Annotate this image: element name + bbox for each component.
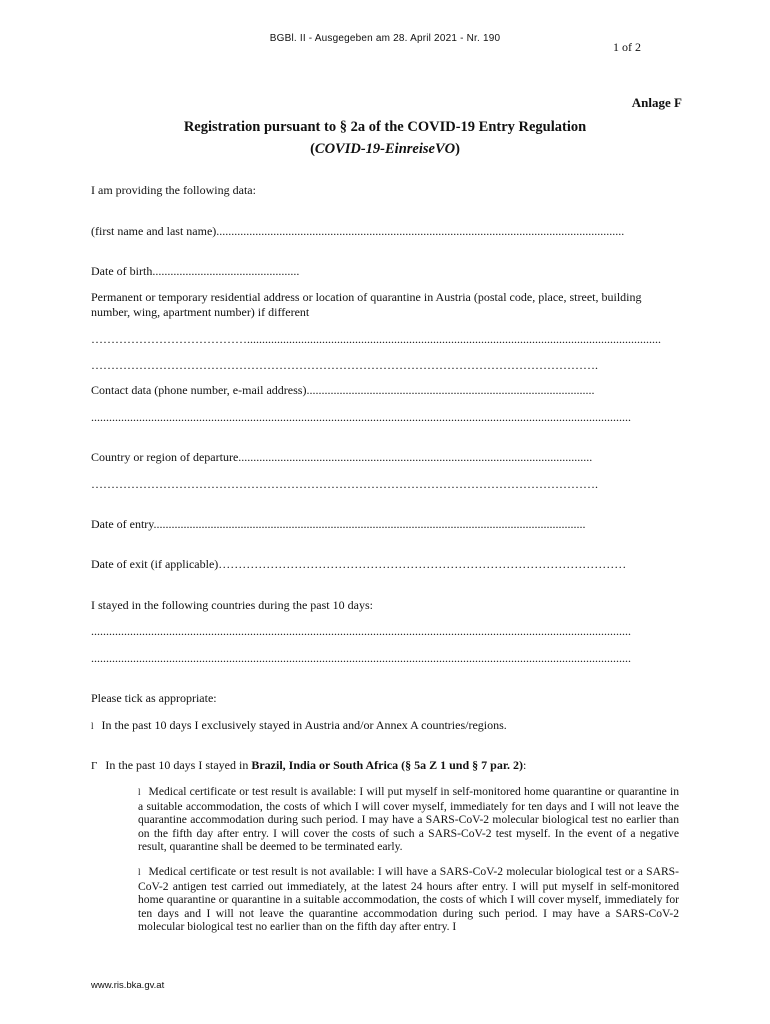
suboption-certificate-available-text: Medical certificate or test result is available: I will put myself in self-monitored home quarantine or quarantine in a suitable accommodation, the costs of which I will cover myself, immediately for ten days and I will not leave the quarantine accommodation during such period. I may have a SARS-CoV-2 molecular biological test no earlier than on the fifth day after entry. I will cover the costs of such a SARS-CoV-2 test myself. In the event of a negative result, quarantine shall be deemed to be terminated early. — [138, 785, 679, 854]
option-high-risk-suffix: : — [523, 758, 527, 772]
option-high-risk-countries: Brazil, India or South Africa (§ 5a Z 1 und § 7 par. 2) — [251, 758, 524, 772]
option-high-risk[interactable] — [91, 758, 526, 773]
checkbox-icon[interactable]: l — [138, 787, 141, 797]
checkbox-icon[interactable]: l — [91, 721, 94, 731]
suboption-certificate-unavailable-text: Medical certificate or test result is not available: I will have a SARS-CoV-2 molecular biological test or a SARS-CoV-2 antigen test carried out immediately, at the latest 24 hours after entry. I will put myself in self-monitored home quarantine or quarantine in a suitable accommodation, the costs of which I will cover myself, immediately for ten days and I will not leave the quarantine accommodation during such period. I may have a SARS-CoV-2 molecular biological test no earlier than on the fifth day after entry. I — [138, 865, 679, 934]
address-label: Permanent or temporary residential address or location of quarantine in Austria (postal code, place, street, building number, wing, apartment number) if different — [91, 290, 642, 319]
departure-field[interactable]: Country or region of departure...................................................................................................................... — [91, 450, 593, 464]
subtitle-text: COVID-19-EinreiseVO — [314, 141, 456, 157]
document-subtitle: (COVID-19-EinreiseVO) — [310, 141, 460, 157]
annex-label: Anlage F — [631, 95, 682, 110]
exit-date-field[interactable]: Date of exit (if applicable)………………………………………………………………………………………… — [91, 557, 627, 571]
countries-line-1[interactable]: .................................................................................................................................................................................... — [91, 624, 631, 638]
suboption-certificate-available[interactable] — [138, 785, 679, 854]
tick-prompt: Please tick as appropriate: — [91, 691, 217, 705]
name-field[interactable]: (first name and last name)........................................................................................................................................ — [91, 224, 625, 238]
entry-date-field[interactable]: Date of entry................................................................................................................................................ — [91, 517, 586, 531]
intro-text: I am providing the following data: — [91, 183, 256, 197]
dob-field[interactable]: Date of birth................................................. — [91, 264, 300, 278]
suboption-certificate-unavailable[interactable] — [138, 865, 679, 934]
option-austria-only[interactable] — [91, 718, 507, 733]
countries-label: I stayed in the following countries during the past 10 days: — [91, 598, 373, 612]
option-high-risk-prefix: In the past 10 days I stayed in — [105, 758, 252, 772]
countries-line-2[interactable]: .................................................................................................................................................................................... — [91, 651, 631, 665]
gazette-header: BGBl. II - Ausgegeben am 28. April 2021 - Nr. 190 — [269, 33, 501, 44]
document-title: Registration pursuant to § 2a of the COVID-19 Entry Regulation — [183, 119, 587, 135]
page-number: 1 of 2 — [613, 40, 641, 54]
address-line-1[interactable]: ………………………………….......................................................................................................................................... — [91, 332, 661, 346]
footer-url[interactable]: www.ris.bka.gv.at — [91, 980, 165, 991]
address-line-2[interactable]: ………………………………………………………………………………………………………………. — [91, 358, 598, 372]
checkbox-icon[interactable]: Γ — [91, 760, 98, 772]
departure-line[interactable]: ………………………………………………………………………………………………………………. — [91, 477, 598, 491]
option-austria-only-label: In the past 10 days I exclusively stayed in Austria and/or Annex A countries/regions. — [101, 718, 507, 732]
checkbox-icon[interactable]: l — [138, 867, 141, 877]
contact-line[interactable]: .................................................................................................................................................................................... — [91, 410, 631, 424]
contact-field[interactable]: Contact data (phone number, e-mail address)................................................................................................ — [91, 383, 595, 397]
